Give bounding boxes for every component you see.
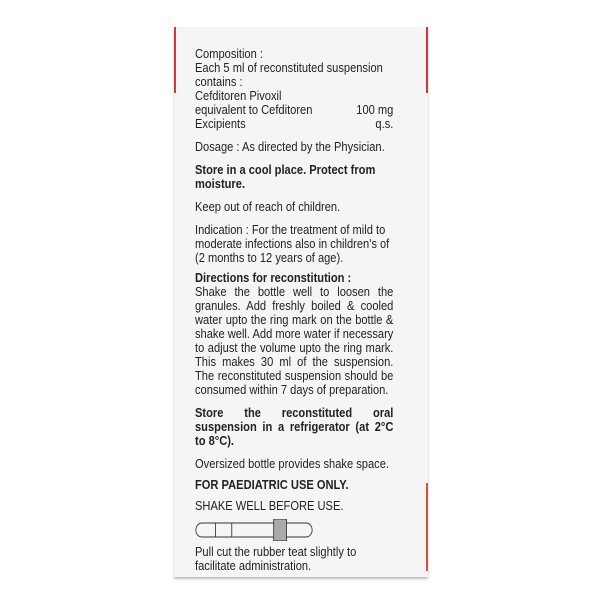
dosage: Dosage : As directed by the Physician. <box>195 139 385 154</box>
ingredient-row <box>195 103 393 117</box>
excipients: Excipients <box>195 116 246 131</box>
keep-out-of-reach: Keep out of reach of children. <box>195 199 341 214</box>
composition-line: Each 5 ml of reconstituted suspension <box>195 60 383 75</box>
dropper-tube-icon <box>195 519 315 537</box>
ingredient-amount: 100 mg <box>356 102 394 117</box>
pull-out-note: Pull cut the rubber teat slightly to facilitate administration. <box>195 544 357 573</box>
store-reconstituted: Store the reconstituted oral suspension in a refrigerator (at 2°C to 8°C). <box>195 405 394 448</box>
ingredient-equiv: equivalent to Cefditoren <box>195 102 313 117</box>
label-text <box>195 47 393 573</box>
composition-heading: Composition : <box>195 46 263 61</box>
medicine-box-side-panel <box>174 27 428 577</box>
shake-well: SHAKE WELL BEFORE USE. <box>195 498 344 513</box>
storage-warning: Store in a cool place. Protect from moisture. <box>195 162 376 191</box>
excipients-amount: q.s. <box>375 116 394 131</box>
excipients-row <box>195 117 393 131</box>
directions-heading: Directions for reconstitution : <box>195 270 352 285</box>
ingredient-name: Cefditoren Pivoxil <box>195 88 282 103</box>
composition-line: contains : <box>195 74 243 89</box>
directions-text: Shake the bottle well to loosen the granules. Add freshly boiled & cooled water upto the ring mark on the bottle & shake well. Add more water if necessary to adjust the volume upto the ring mark. This makes 30 ml of the suspension. The reconstituted suspension should be consumed within 7 days of preparation. <box>195 284 394 397</box>
box-edge-red-right-top <box>426 27 428 93</box>
oversized-note: Oversized bottle provides shake space. <box>195 456 390 471</box>
paediatric-use: FOR PAEDIATRIC USE ONLY. <box>195 477 349 492</box>
box-edge-red-left <box>174 27 176 93</box>
indication: Indication : For the treatment of mild to moderate infections also in children's of (2 months to 12 years of age). <box>195 222 390 265</box>
box-edge-red-right-bottom <box>426 483 428 571</box>
